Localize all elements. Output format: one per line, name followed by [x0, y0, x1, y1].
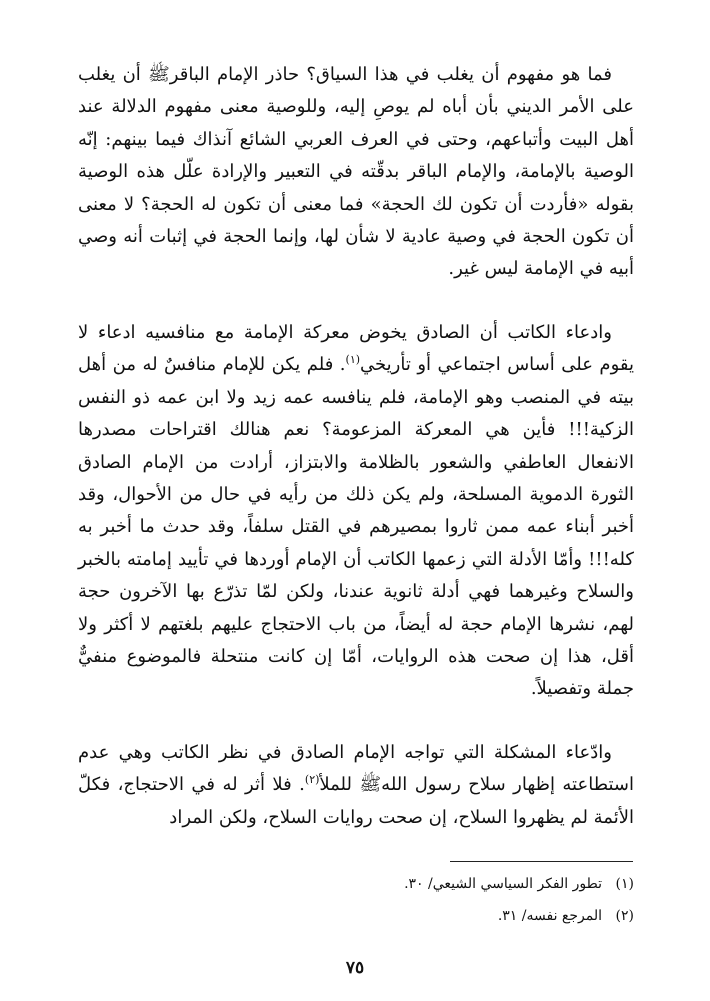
footnote-item [78, 900, 634, 932]
footnote-divider [450, 861, 633, 862]
footnote-number: (٢) [615, 908, 634, 924]
paragraph-segment: وادعاء الكاتب أن الصادق يخوض معركة الإمامة مع منافسيه ادعاء لا يقوم على أساس اجتماعي أو تأريخي [78, 322, 634, 376]
body-paragraph-3 [78, 737, 634, 834]
body-paragraph-2 [78, 317, 634, 706]
paragraph-segment: . فلم يكن للإمام منافسٌ له من أهل بيته في المنصب وهو الإمامة، فلم ينافسه عمه زيد ولا ابن عمه ذو النفس الزكية!!! فأين هي المعركة المزعومة؟ نعم هنالك اقتراحات مصدرها الانفعال العاطفي والشعور بالظلامة والابتزاز، أرادت من الإمام الصادق الثورة الدموية المسلحة، ولم يكن ذلك من رأيه في حال من الأحوال، وقد أخبر أبناء عمه ممن ثاروا بمصيرهم في القتل سلفاً، وقد حدث ما أخبر به كله!!! وأمّا الأدلة التي زعمها الكاتب أن الإمام أوردها في تأييد إمامته بالخبر والسلاح وغيرهما فهي أدلة ثانوية عندنا، ولكن لمّا تذرّع بها الآخرون حجة لهم، نشرها الإمام حجة له أيضاً، من باب الاحتجاج عليهم بلغتهم لا أكثر ولا أقل، هذا إن صحت هذه الروايات، أمّا إن كانت منتحلة فالموضوع منفيٌّ جملة وتفصيلاً. [78, 354, 634, 700]
paragraph-segment: . فلا أثر له في الاحتجاج، فكلّ الأئمة لم يظهروا السلاح، إن صحت روايات السلاح، ولكن المراد [78, 774, 634, 828]
footnote-text: المرجع نفسه/ ٣١. [497, 908, 602, 924]
paragraph-text [78, 317, 634, 706]
footnote-marker-2: (٢) [304, 773, 320, 787]
footnotes [78, 868, 634, 932]
paragraph-segment: وادّعاء المشكلة التي تواجه الإمام الصادق في نظر الكاتب وهي عدم استطاعته إظهار سلاح رسول اللهﷺ للملأ [78, 742, 634, 796]
paragraph-text [78, 737, 634, 834]
paragraph-text: فما هو مفهوم أن يغلب في هذا السياق؟ حاذر الإمام الباقرﷺ أن يغلب على الأمر الديني بأن أباه لم يوصِ إليه، وللوصية معنى مفهوم الدلالة عند أهل البيت وأتباعهم، وحتى في العرف العربي الشائع آنذاك فيما بينهم: إنّه الوصية بالإمامة، والإمام الباقر بدقّته في التعبير والإرادة علّل هذه الوصية بقوله «فأردت أن تكون لك الحجة» فما معنى أن تكون له الحجة؟ لا معنى أن تكون الحجة في وصية عادية لا شأن لها، وإنما الحجة في إثبات أنه وصي أبيه في الإمامة ليس غير. [78, 64, 634, 280]
footnote-item [78, 868, 634, 900]
footnote-marker-1: (١) [345, 353, 361, 367]
page-number: ٧٥ [345, 958, 365, 978]
footnote-number: (١) [615, 876, 634, 892]
body-paragraph-1 [78, 59, 634, 286]
footnote-text: تطور الفكر السياسي الشيعي/ ٣٠. [404, 876, 602, 892]
